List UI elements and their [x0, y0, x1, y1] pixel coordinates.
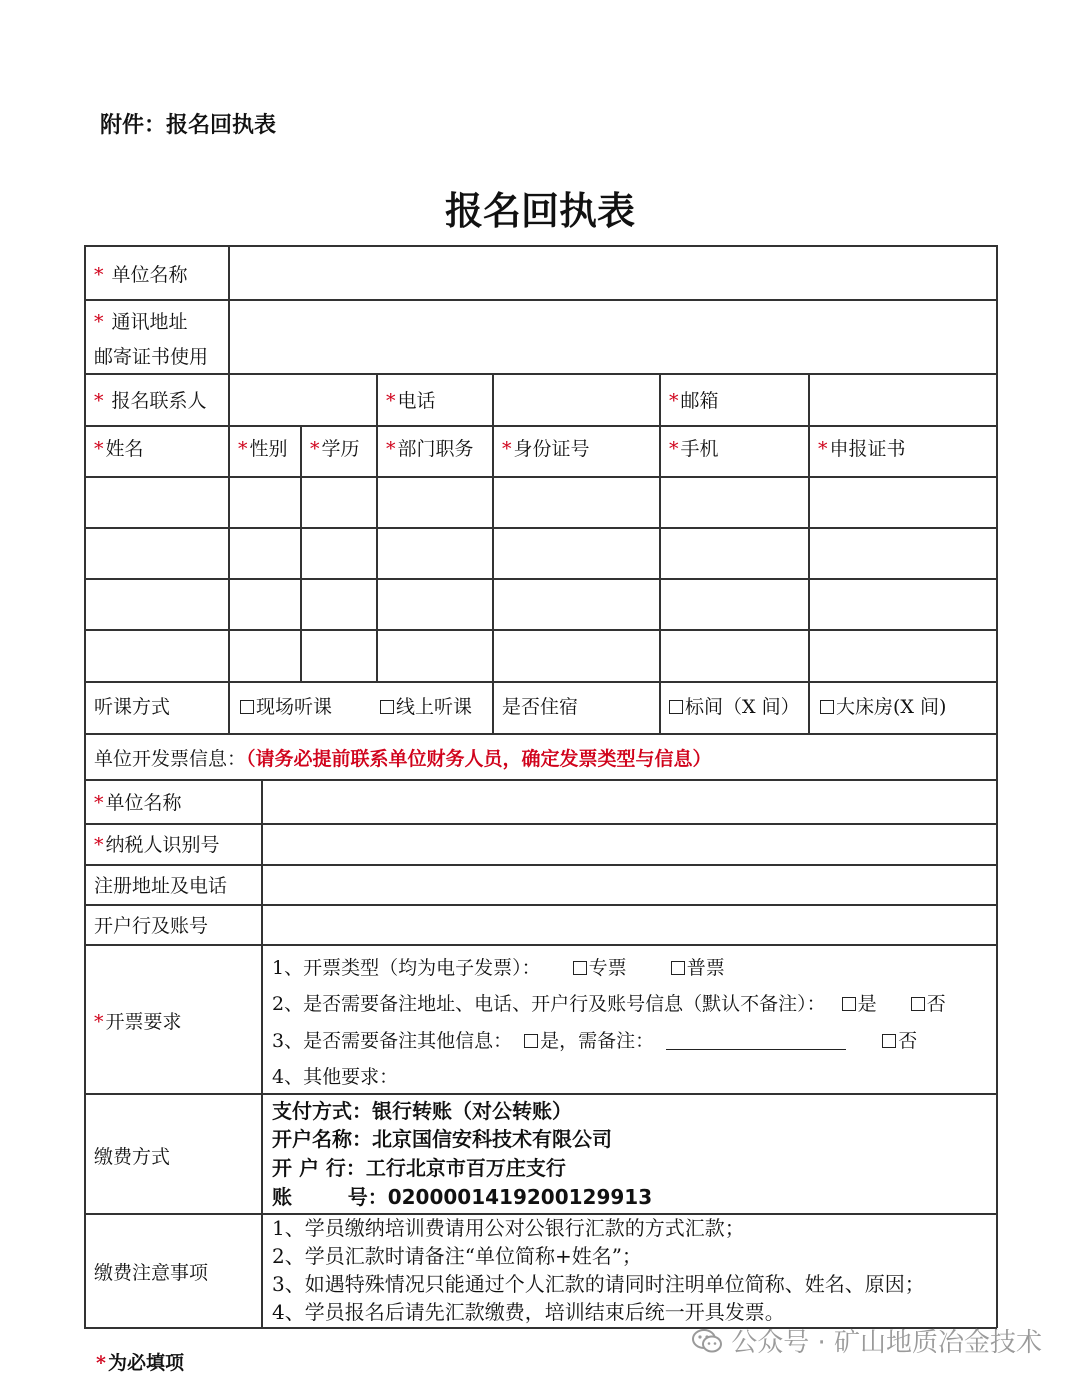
page-title: 报名回执表	[444, 189, 635, 233]
address-phone-label: 注册地址及电话	[94, 875, 228, 897]
invoice-type-line	[272, 959, 725, 978]
checkbox-icon[interactable]	[671, 961, 685, 975]
checkbox-icon[interactable]	[669, 700, 683, 714]
watermark	[691, 1322, 1042, 1359]
address-label	[94, 313, 188, 332]
invoice-unit-name-text: 单位名称	[105, 792, 182, 814]
invoice-requirements-text: 开票要求	[105, 1011, 182, 1033]
phone-field[interactable]	[494, 375, 658, 424]
checkbox-icon[interactable]	[842, 997, 856, 1011]
checkbox-icon[interactable]	[820, 700, 834, 714]
attachment-label: 附件：报名回执表	[100, 113, 277, 138]
invoice-type-text: 1、开票类型（均为电子发票）：	[272, 957, 541, 979]
col-header-gender-text: 性别	[249, 438, 288, 460]
email-field[interactable]	[810, 375, 995, 424]
special-invoice-option[interactable]	[573, 957, 627, 979]
king-room-option[interactable]	[820, 698, 946, 717]
phone-text: 电话	[397, 390, 436, 412]
other-requirements-line: 4、其他要求：	[272, 1066, 399, 1088]
online-text: 线上听课	[396, 696, 473, 718]
email-text: 邮箱	[680, 390, 719, 412]
invoice-heading-text: 单位开发票信息：	[94, 748, 247, 770]
payment-method: 支付方式：银行转账（对公转账）	[272, 1099, 572, 1123]
col-header-mobile	[669, 440, 719, 459]
required-star: *	[94, 834, 104, 856]
remark-bank-no-text: 否	[926, 993, 946, 1015]
table-row[interactable]	[86, 529, 995, 577]
col-header-education-text: 学历	[321, 438, 360, 460]
required-star: *	[386, 390, 396, 412]
invoice-unit-name-label	[94, 794, 182, 813]
remark-bank-yes-text: 是	[857, 993, 877, 1015]
special-invoice-text: 专票	[588, 957, 627, 979]
remark-other-text: 3、是否需要备注其他信息：	[272, 1030, 513, 1052]
col-header-name	[94, 440, 144, 459]
lodging-label: 是否住宿	[502, 696, 579, 718]
phone-label	[386, 392, 436, 411]
contact-label	[94, 392, 207, 411]
onsite-option[interactable]	[240, 698, 332, 717]
payment-notes-label: 缴费注意事项	[94, 1262, 209, 1284]
col-header-certificate-text: 申报证书	[829, 438, 906, 460]
address-text: 通讯地址	[111, 311, 188, 333]
account-label-text: 账 号：	[272, 1185, 388, 1209]
king-room-text: 大床房(X 间)	[836, 696, 947, 718]
email-label	[669, 392, 719, 411]
watermark-text: 公众号 · 矿山地质冶金技术	[731, 1328, 1042, 1358]
remark-other-yes-option[interactable]	[524, 1030, 654, 1052]
account-number-text: 0200001419200129913	[387, 1185, 653, 1209]
unit-name-text: 单位名称	[111, 264, 188, 286]
tax-id-text: 纳税人识别号	[105, 834, 220, 856]
list-item: 3、如遇特殊情况只能通过个人汇款的请同时注明单位简称、姓名、原因；	[272, 1272, 925, 1296]
unit-name-field[interactable]	[230, 247, 995, 298]
required-star: *	[94, 792, 104, 814]
contact-field[interactable]	[230, 375, 375, 424]
general-invoice-text: 普票	[686, 957, 725, 979]
invoice-requirements-label	[94, 1013, 182, 1032]
invoice-unit-name-field[interactable]	[263, 781, 995, 822]
list-item: 2、学员汇款时请备注“单位简称+姓名”；	[272, 1244, 642, 1268]
payment-account-name: 开户名称：北京国信安科技术有限公司	[272, 1127, 612, 1151]
remark-bank-no-option[interactable]	[911, 993, 946, 1015]
checkbox-icon[interactable]	[524, 1034, 538, 1048]
remark-other-input[interactable]	[666, 1049, 846, 1050]
required-footnote-text: 为必填项	[107, 1352, 184, 1374]
required-star: *	[818, 438, 828, 460]
online-option[interactable]	[380, 698, 472, 717]
required-footnote	[96, 1348, 184, 1375]
checkbox-icon[interactable]	[911, 997, 925, 1011]
col-header-name-text: 姓名	[105, 438, 144, 460]
table-row[interactable]	[86, 478, 995, 526]
required-star: *	[94, 311, 104, 333]
required-star: *	[310, 438, 320, 460]
general-invoice-option[interactable]	[671, 957, 725, 979]
unit-name-label	[94, 266, 188, 285]
remark-bank-yes-option[interactable]	[842, 993, 877, 1015]
standard-room-text: 标间（X 间）	[685, 696, 800, 718]
list-item: 4、学员报名后请先汇款缴费，培训结束后统一开具发票。	[272, 1300, 785, 1324]
required-star: *	[94, 264, 104, 286]
required-star: *	[386, 438, 396, 460]
col-header-certificate	[818, 440, 906, 459]
required-star: *	[238, 438, 248, 460]
col-header-gender	[238, 440, 288, 459]
col-header-mobile-text: 手机	[680, 438, 719, 460]
remark-other-no-option[interactable]	[882, 1030, 917, 1052]
col-header-id-number	[502, 440, 590, 459]
required-star: *	[94, 1011, 104, 1033]
required-star: *	[94, 390, 104, 412]
payment-bank: 开 户 行：工行北京市百万庄支行	[272, 1156, 566, 1180]
checkbox-icon[interactable]	[882, 1034, 896, 1048]
bank-account-label: 开户行及账号	[94, 915, 209, 937]
invoice-notice: （请务必提前联系单位财务人员，确定发票类型与信息）	[246, 748, 712, 770]
onsite-text: 现场听课	[256, 696, 333, 718]
address-sub-label: 邮寄证书使用	[94, 346, 209, 368]
study-mode-label: 听课方式	[94, 696, 171, 718]
bank-account-field[interactable]	[263, 906, 995, 943]
required-star: *	[502, 438, 512, 460]
required-star: *	[96, 1352, 106, 1374]
remark-bank-line	[272, 995, 946, 1014]
tax-id-label	[94, 836, 220, 855]
remark-other-line	[272, 1032, 917, 1051]
payment-label: 缴费方式	[94, 1146, 171, 1168]
required-star: *	[94, 438, 104, 460]
checkbox-icon[interactable]	[240, 700, 254, 714]
required-star: *	[669, 390, 679, 412]
address-field[interactable]	[230, 301, 995, 372]
payment-account-number	[272, 1187, 652, 1207]
required-star: *	[669, 438, 679, 460]
tax-id-field[interactable]	[263, 825, 995, 863]
col-header-department-text: 部门职务	[397, 438, 474, 460]
checkbox-icon[interactable]	[380, 700, 394, 714]
wechat-icon	[691, 1325, 723, 1357]
col-header-department	[386, 440, 474, 459]
address-phone-field[interactable]	[263, 866, 995, 903]
contact-text: 报名联系人	[111, 390, 207, 412]
remark-other-yes-text: 是，需备注：	[540, 1030, 655, 1052]
remark-bank-text: 2、是否需要备注地址、电话、开户行及账号信息（默认不备注）：	[272, 993, 826, 1015]
remark-other-no-text: 否	[898, 1030, 918, 1052]
col-header-id-number-text: 身份证号	[513, 438, 590, 460]
standard-room-option[interactable]	[669, 698, 800, 717]
invoice-heading	[94, 750, 712, 769]
list-item: 1、学员缴纳培训费请用公对公银行汇款的方式汇款；	[272, 1216, 745, 1240]
col-header-education	[310, 440, 360, 459]
table-row[interactable]	[86, 631, 995, 680]
checkbox-icon[interactable]	[573, 961, 587, 975]
table-row[interactable]	[86, 580, 995, 628]
